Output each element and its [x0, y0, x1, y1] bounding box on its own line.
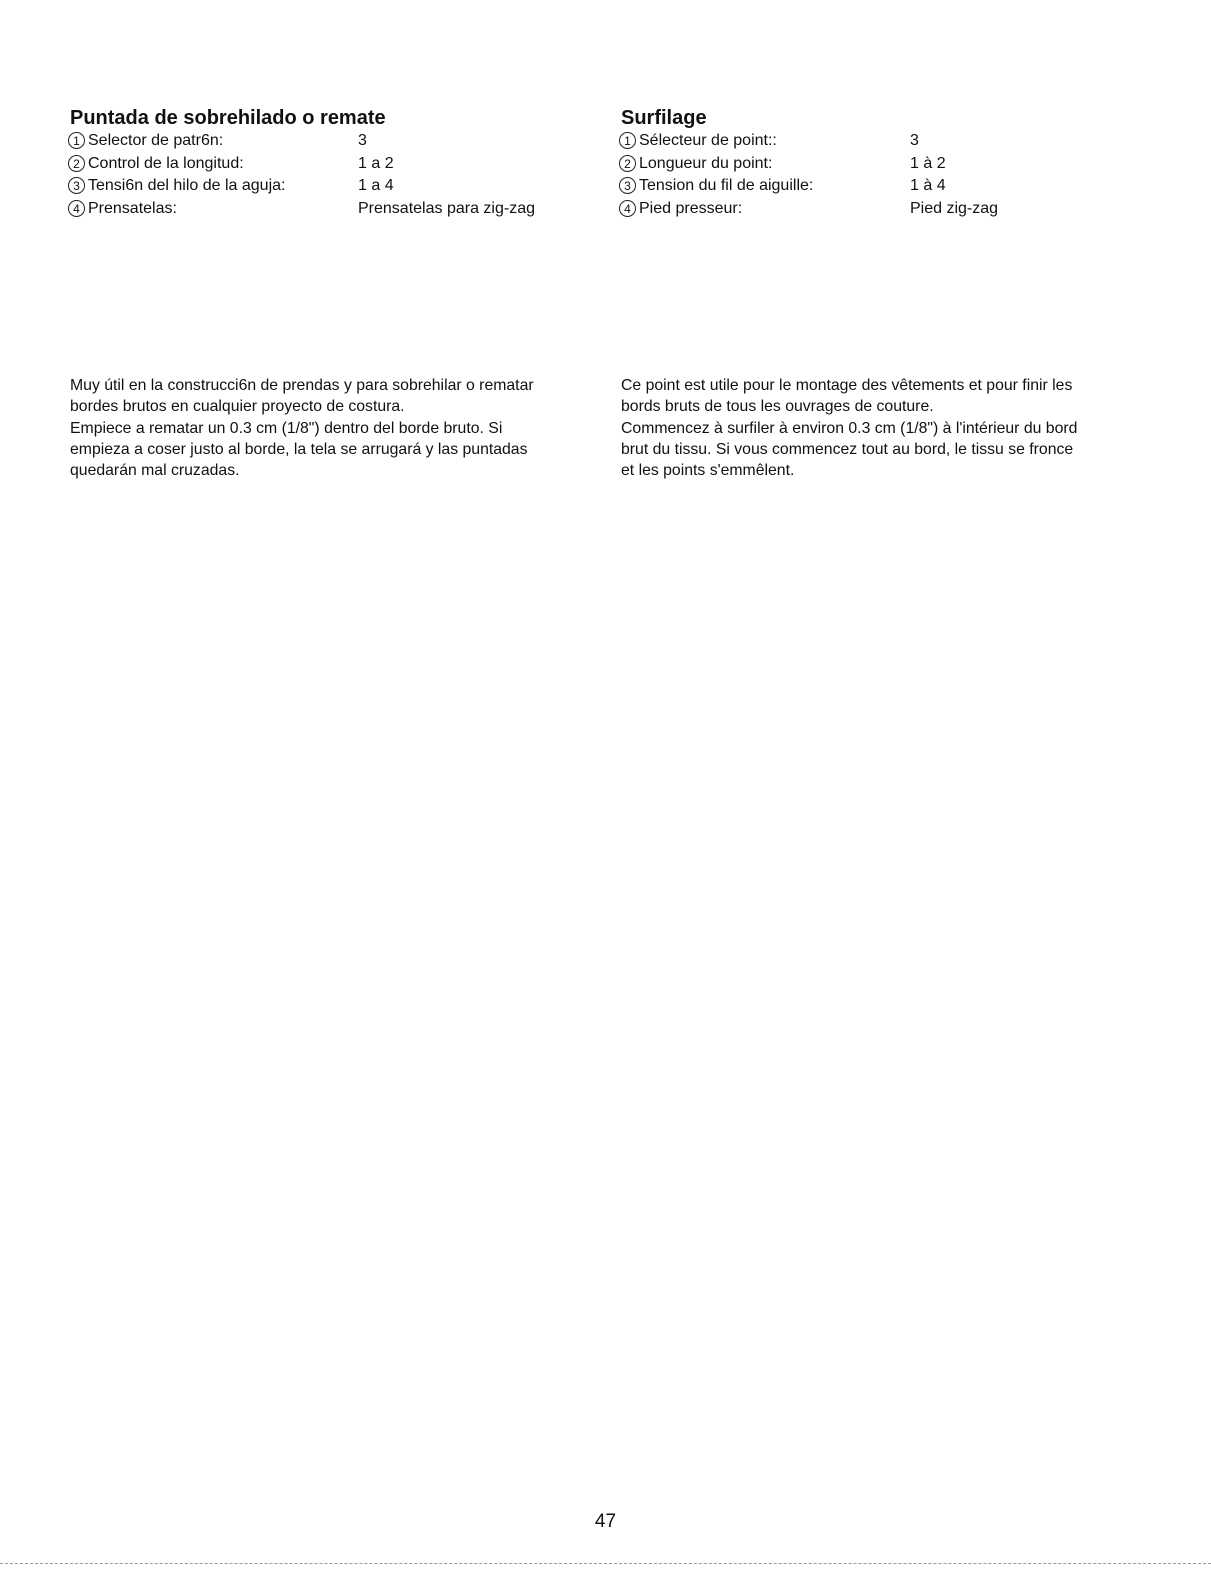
- setting-label: Pied presseur:: [639, 199, 743, 217]
- setting-label: Sélecteur de point::: [639, 132, 777, 149]
- setting-value: 1 à 4: [910, 177, 946, 194]
- paragraph-line: Muy útil en la construcci6n de prendas y para sobrehilar o rematar: [70, 377, 534, 394]
- paragraph-french: [621, 375, 1161, 481]
- setting-row: [70, 153, 600, 176]
- setting-label: Prensatelas:: [88, 199, 177, 217]
- paragraph-line: bordes brutos en cualquier proyecto de costura.: [70, 398, 405, 416]
- setting-row: [70, 130, 600, 153]
- setting-value: 3: [910, 132, 919, 149]
- section-title-spanish: Puntada de sobrehilado o remate: [70, 107, 386, 129]
- setting-value: Prensatelas para zig-zag: [358, 199, 535, 217]
- circled-number-icon: 2: [619, 155, 636, 172]
- settings-list-spanish: [70, 130, 600, 220]
- paragraph-line: bords bruts de tous les ouvrages de couture.: [621, 398, 934, 416]
- paragraph-line: Commencez à surfiler à environ 0.3 cm (1/8") à l'intérieur du bord: [621, 419, 1078, 437]
- circled-number-icon: 1: [68, 132, 85, 149]
- french-section: [621, 106, 1151, 220]
- section-title-french: Surfilage: [621, 107, 707, 129]
- setting-row: [621, 153, 1151, 176]
- setting-value: 1 a 4: [358, 177, 394, 194]
- circled-number-icon: 4: [68, 200, 85, 217]
- paragraph-line: brut du tissu. Si vous commencez tout au bord, le tissu se fronce: [621, 440, 1074, 458]
- page-number: 47: [594, 1511, 617, 1532]
- setting-row: [621, 130, 1151, 153]
- setting-label: Longueur du point:: [639, 154, 773, 172]
- circled-number-icon: 4: [619, 200, 636, 217]
- setting-label: Selector de patr6n:: [88, 132, 224, 149]
- paragraph-spanish: [70, 375, 610, 481]
- paragraph-line: et les points s'emmêlent.: [621, 462, 795, 480]
- setting-row: [621, 198, 1151, 221]
- paragraph-line: empieza a coser justo al borde, la tela se arrugará y las puntadas: [70, 440, 528, 458]
- settings-list-french: [621, 130, 1151, 220]
- setting-row: [621, 175, 1151, 198]
- paragraph-line: Empiece a rematar un 0.3 cm (1/8") dentro del borde bruto. Si: [70, 419, 503, 437]
- setting-label: Tension du fil de aiguille:: [639, 177, 814, 194]
- paragraph-line: Ce point est utile pour le montage des vêtements et pour finir les: [621, 377, 1073, 394]
- setting-label: Control de la longitud:: [88, 154, 244, 172]
- circled-number-icon: 2: [68, 155, 85, 172]
- setting-label: Tensi6n del hilo de la aguja:: [88, 177, 286, 194]
- circled-number-icon: 1: [619, 132, 636, 149]
- setting-row: [70, 175, 600, 198]
- setting-value: Pied zig-zag: [910, 199, 999, 217]
- setting-row: [70, 198, 600, 221]
- setting-value: 1 a 2: [358, 154, 394, 172]
- circled-number-icon: 3: [68, 177, 85, 194]
- bottom-divider: [0, 1563, 1211, 1564]
- setting-value: 3: [358, 132, 367, 149]
- paragraph-line: quedarán mal cruzadas.: [70, 462, 240, 480]
- setting-value: 1 à 2: [910, 154, 946, 172]
- circled-number-icon: 3: [619, 177, 636, 194]
- spanish-section: [70, 106, 600, 220]
